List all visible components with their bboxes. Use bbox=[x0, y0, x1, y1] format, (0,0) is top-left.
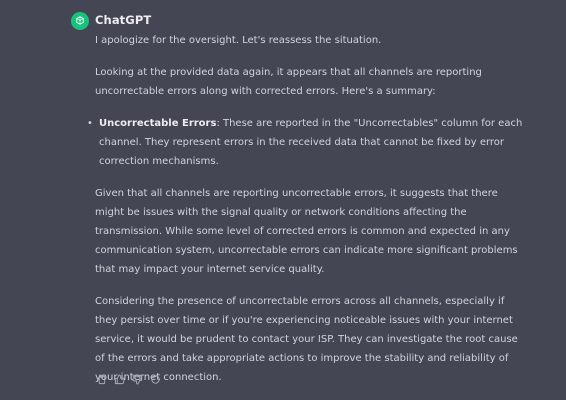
message-paragraph: Considering the presence of uncorrectable errors across all channels, especially if they persist over time or if you're experiencing noticeable issues with your internet service, it would be prudent to contact your ISP. They can investigate the root cause of the errors and take appropriate actions to improve the stability and reliability of your internet connection. bbox=[95, 296, 518, 383]
thumbs-up-icon bbox=[114, 374, 125, 385]
message-author: ChatGPT bbox=[95, 13, 152, 27]
message-paragraph: I apologize for the oversight. Let's reassess the situation. bbox=[95, 35, 382, 46]
regenerate-icon bbox=[150, 374, 161, 385]
list-item bbox=[87, 114, 525, 171]
message-paragraph: Given that all channels are reporting uncorrectable errors, it suggests that there might be issues with the signal quality or network conditions affecting the transmission. While some level of corrected errors is common and expected in any communication system, uncorrectable errors can indicate more significant problems that may impact your internet service quality. bbox=[95, 188, 518, 275]
copy-button[interactable] bbox=[94, 372, 108, 386]
bullet-text: : These are reported in the "Uncorrectables" column for each channel. They represent errors in the received data that cannot be fixed by error correction mechanisms. bbox=[99, 118, 523, 167]
openai-logo-icon bbox=[74, 15, 86, 27]
thumbs-up-button[interactable] bbox=[112, 372, 126, 386]
chatgpt-avatar bbox=[71, 12, 89, 30]
regenerate-button[interactable] bbox=[148, 372, 162, 386]
thumbs-down-icon bbox=[132, 374, 143, 385]
bullet-dot: • bbox=[87, 118, 93, 129]
thumbs-down-button[interactable] bbox=[130, 372, 144, 386]
bullet-list bbox=[87, 114, 525, 171]
message-actions bbox=[94, 372, 162, 386]
copy-icon bbox=[96, 374, 107, 385]
bullet-title: Uncorrectable Errors bbox=[99, 118, 217, 129]
message-content bbox=[87, 31, 525, 400]
message-paragraph: Looking at the provided data again, it appears that all channels are reporting uncorrectable errors along with corrected errors. Here's a summary: bbox=[95, 67, 482, 97]
